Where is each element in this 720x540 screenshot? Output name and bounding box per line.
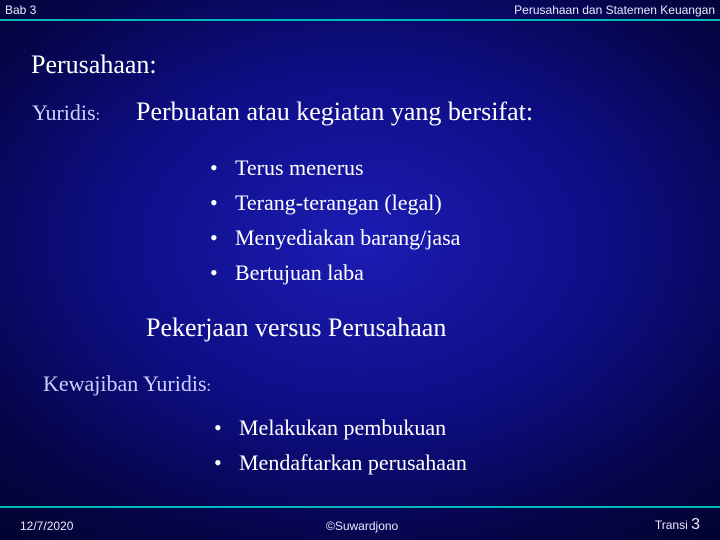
header-chapter: Bab 3 (5, 3, 37, 17)
section-heading: Pekerjaan versus Perusahaan (146, 313, 447, 342)
list-item: • Mendaftarkan perusahaan (214, 445, 467, 480)
header-divider (0, 19, 720, 21)
footer-date: 12/7/2020 (20, 519, 74, 533)
slide-title: Perusahaan: (31, 50, 157, 79)
footer-slide-number (655, 516, 700, 534)
kewajiban-label-text: Kewajiban Yuridis (43, 371, 207, 396)
footer-transi-label: Transi (654, 518, 688, 532)
list-item: • Menyediakan barang/jasa (210, 220, 460, 255)
yuridis-definition: Perbuatan atau kegiatan yang bersifat: (136, 97, 534, 126)
obligations-list (214, 410, 467, 480)
traits-list (210, 150, 460, 290)
yuridis-label (32, 100, 100, 126)
yuridis-label-text: Yuridis (32, 100, 96, 125)
header-topic: Perusahaan dan Statemen Keuangan (514, 3, 715, 17)
list-item: • Bertujuan laba (210, 255, 460, 290)
list-item: • Terang-terangan (legal) (210, 185, 460, 220)
list-item: • Terus menerus (210, 150, 460, 185)
kewajiban-label-colon: : (206, 378, 211, 395)
footer-author: ©Suwardjono (326, 519, 399, 533)
footer-transi-number: 3 (691, 516, 700, 533)
list-item: • Melakukan pembukuan (214, 410, 467, 445)
kewajiban-label (43, 371, 211, 397)
yuridis-label-colon: : (95, 107, 101, 124)
footer-divider (0, 506, 720, 508)
